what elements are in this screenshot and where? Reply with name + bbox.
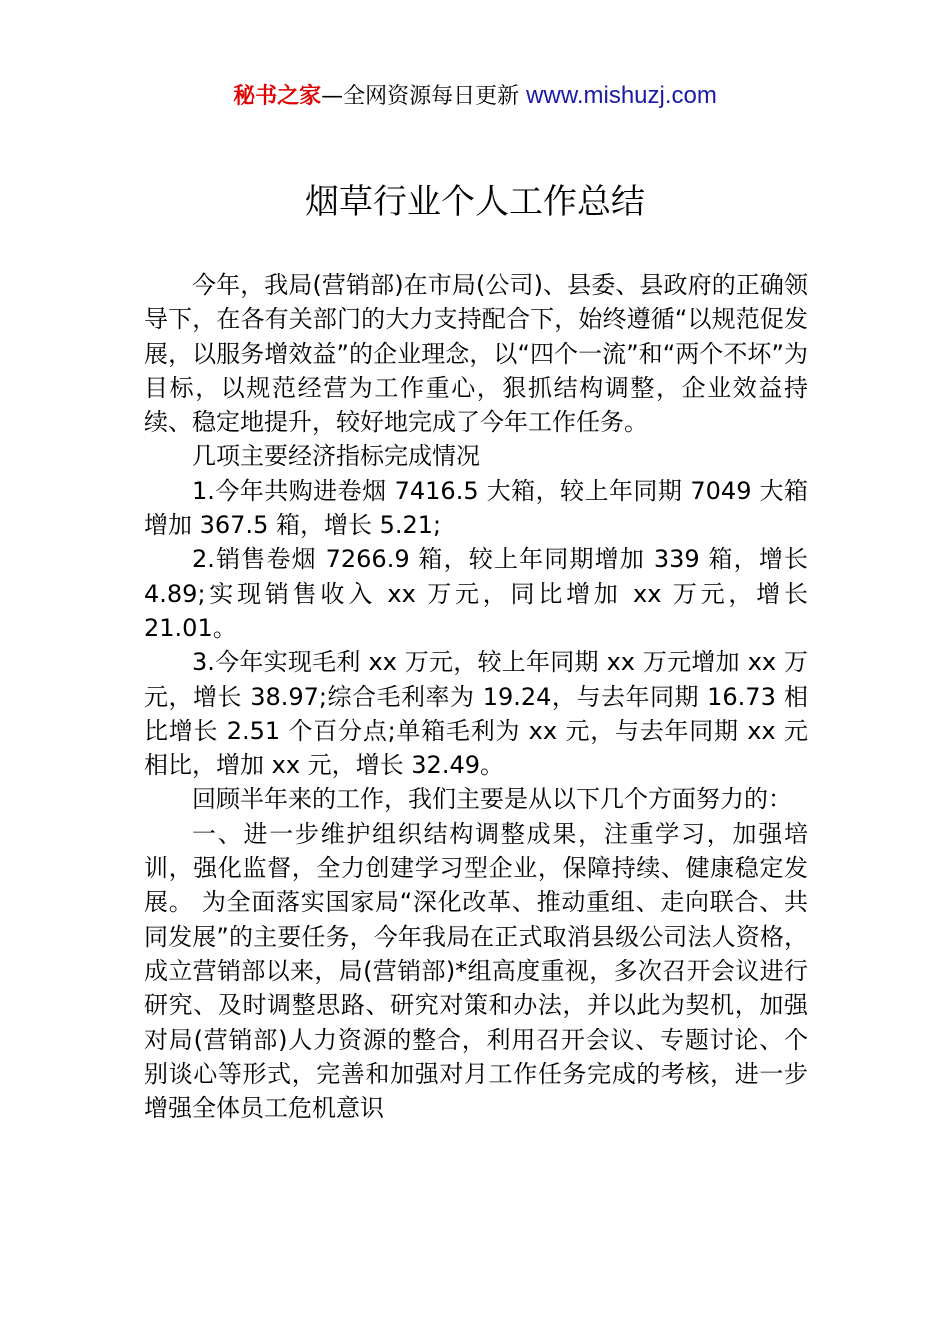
paragraph-intro: 今年，我局(营销部)在市局(公司)、县委、县政府的正确领导下，在各有关部门的大力支持配合下，始终遵循“以规范促发展，以服务增效益”的企业理念，以“四个一流”和“两个不坏”为目标，以规范经营为工作重心，狠抓结构调整，企业效益持续、稳定地提升，较好地完成了今年工作任务。 bbox=[144, 271, 808, 437]
paragraph-item-3: 3.今年实现毛利 xx 万元，较上年同期 xx 万元增加 xx 万元，增长 38.97;综合毛利率为 19.24，与去年同期 16.73 相比增长 2.51 个百分点;单箱毛利为 xx 元，与去年同期 xx 元相比，增加 xx 元，增长 32.49。 bbox=[144, 648, 808, 780]
site-header bbox=[0, 80, 950, 113]
header-tagline: —全网资源每日更新 bbox=[321, 84, 520, 109]
document-body bbox=[144, 268, 808, 1125]
brand-name: 秘书之家 bbox=[233, 84, 322, 109]
paragraph-section-1: 一、进一步维护组织结构调整成果，注重学习，加强培训，强化监督，全力创建学习型企业，保障持续、健康稳定发展。 为全面落实国家局“深化改革、推动重组、走向联合、共同发展”的主要任务，今年我局在正式取消县级公司法人资格，成立营销部以来，局(营销部)*组高度重视，多次召开会议进行研究、及时调整思路、研究对策和办法，并以此为契机，加强对局(营销部)人力资源的整合，利用召开会议、专题讨论、个别谈心等形式，完善和加强对月工作任务完成的考核，进一步增强全体员工危机意识 bbox=[144, 819, 808, 1123]
document-title: 烟草行业个人工作总结 bbox=[305, 182, 645, 222]
paragraph-review: 回顾半年来的工作，我们主要是从以下几个方面努力的： bbox=[192, 785, 792, 814]
paragraph-item-1: 1.今年共购进卷烟 7416.5 大箱，较上年同期 7049 大箱增加 367.5 箱，增长 5.21; bbox=[144, 476, 808, 540]
site-url-link[interactable]: www.mishuzj.com bbox=[526, 82, 717, 109]
paragraph-indicators-heading: 几项主要经济指标完成情况 bbox=[192, 442, 480, 471]
paragraph-item-2: 2.销售卷烟 7266.9 箱，较上年同期增加 339 箱，增长 4.89;实现销售收入 xx 万元，同比增加 xx 万元，增长 21.01。 bbox=[144, 545, 808, 642]
